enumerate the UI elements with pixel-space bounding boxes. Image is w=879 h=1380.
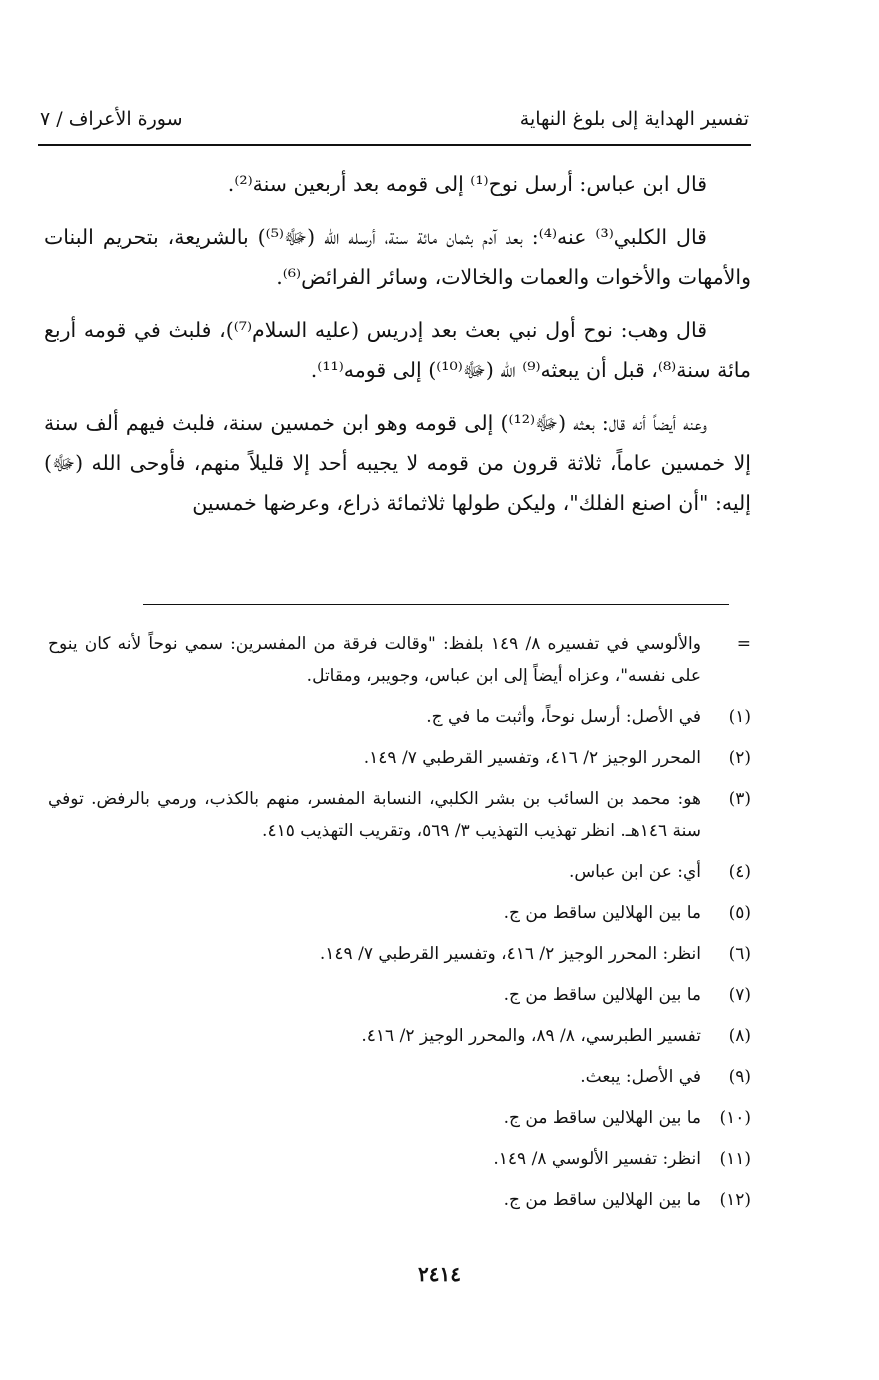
footnote	[48, 938, 751, 970]
page-number: ٢٤١٤	[418, 1262, 461, 1286]
footnote	[48, 742, 751, 774]
footnote-number: (٨)	[728, 1026, 751, 1046]
footnote	[48, 1061, 751, 1093]
footnote-number: (١)	[728, 707, 751, 727]
footnotes	[48, 628, 751, 1225]
header-rule	[38, 144, 751, 146]
footnote-text: انظر: تفسير الألوسي ٨/ ١٤٩.	[493, 1149, 701, 1169]
footnote-number: (٧)	[728, 985, 751, 1005]
footnote-separator	[143, 604, 729, 605]
footnote-number: (٤)	[728, 862, 751, 882]
footnote	[48, 1184, 751, 1216]
paragraph: قال ابن عباس: أرسل نوح⁽¹⁾ إلى قومه بعد أربعين سنة⁽²⁾.	[227, 172, 707, 196]
footnote	[48, 1020, 751, 1052]
footnote-text: انظر: المحرر الوجيز ٢/ ٤١٦، وتفسير القرطبي ٧/ ١٤٩.	[319, 944, 701, 964]
footnote	[48, 701, 751, 733]
footnote-text: في الأصل: يبعث.	[580, 1067, 701, 1087]
footnote-text: أي: عن ابن عباس.	[568, 862, 701, 882]
footnote-number: (٣)	[728, 789, 751, 809]
footnote-text: المحرر الوجيز ٢/ ٤١٦، وتفسير القرطبي ٧/ ١٤٩.	[363, 748, 701, 768]
paragraph: قال الكلبي⁽³⁾ عنه⁽⁴⁾: بعد آدم بثمان مائة سنة، أرسله الله (ﷻ⁽⁵⁾) بالشريعة، بتحريم البنات والأمهات والأخوات والعمات والخالات، وسائر الفرائض⁽⁶⁾.	[44, 225, 751, 289]
footnote	[48, 979, 751, 1011]
paragraph: قال وهب: نوح أول نبي بعث بعد إدريس (عليه السلام⁽⁷⁾)، فلبث في قومه أربع مائة سنة⁽⁸⁾، قبل أن يبعثه⁽⁹⁾ الله (ﷻ⁽¹⁰⁾) إلى قومه⁽¹¹⁾.	[44, 318, 751, 382]
footnote-number: =	[736, 634, 751, 654]
footnote-text: ما بين الهلالين ساقط من ج.	[503, 1108, 701, 1128]
footnote	[48, 897, 751, 929]
footnote	[48, 628, 751, 692]
footnote-text: والألوسي في تفسيره ٨/ ١٤٩ بلفظ: "وقالت فرقة من المفسرين: سمي نوحاً لأنه كان ينوح على نفسه"، وعزاه أيضاً إلى ابن عباس، وجويبر، ومقاتل.	[48, 634, 701, 686]
footnote-number: (٥)	[728, 903, 751, 923]
footnote	[48, 856, 751, 888]
footnote-number: (١١)	[719, 1149, 751, 1169]
footnote-text: ما بين الهلالين ساقط من ج.	[503, 903, 701, 923]
paragraph: وعنه أيضاً أنه قال: بعثه (ﷻ⁽¹²⁾) إلى قومه وهو ابن خمسين سنة، فلبث فيهم ألف سنة إلا خمسين عاماً، ثلاثة قرون من قومه لا يجيبه أحد إلا قليلاً منهم، فأوحى الله (ﷻ) إليه: "أن اصنع الفلك"، وليكن طولها ثلاثمائة ذراع، وعرضها خمسين	[44, 411, 751, 515]
footnote-text: ما بين الهلالين ساقط من ج.	[503, 985, 701, 1005]
footnote-number: (١٠)	[719, 1108, 751, 1128]
footnote-number: (٢)	[728, 748, 751, 768]
surah-label: سورة الأعراف / ٧	[40, 108, 183, 130]
footnote-text: هو: محمد بن السائب بن بشر الكلبي، النسابة المفسر، منهم بالكذب، ورمي بالرفض. توفي سنة ١٤٦هـ. انظر تهذيب التهذيب ٣/ ٥٦٩، وتقريب التهذيب ٤١٥.	[48, 789, 701, 841]
footnote-text: في الأصل: أرسل نوحاً، وأثبت ما في ج.	[426, 707, 701, 727]
main-text	[44, 164, 751, 536]
book-title: تفسير الهداية إلى بلوغ النهاية	[519, 108, 749, 130]
footnote-number: (٩)	[728, 1067, 751, 1087]
footnote	[48, 1102, 751, 1134]
running-header	[40, 104, 749, 134]
footnote	[48, 1143, 751, 1175]
footnote	[48, 783, 751, 847]
footnote-text: تفسير الطبرسي، ٨/ ٨٩، والمحرر الوجيز ٢/ ٤١٦.	[361, 1026, 701, 1046]
footnote-number: (٦)	[728, 944, 751, 964]
footnote-text: ما بين الهلالين ساقط من ج.	[503, 1190, 701, 1210]
footnote-number: (١٢)	[719, 1190, 751, 1210]
